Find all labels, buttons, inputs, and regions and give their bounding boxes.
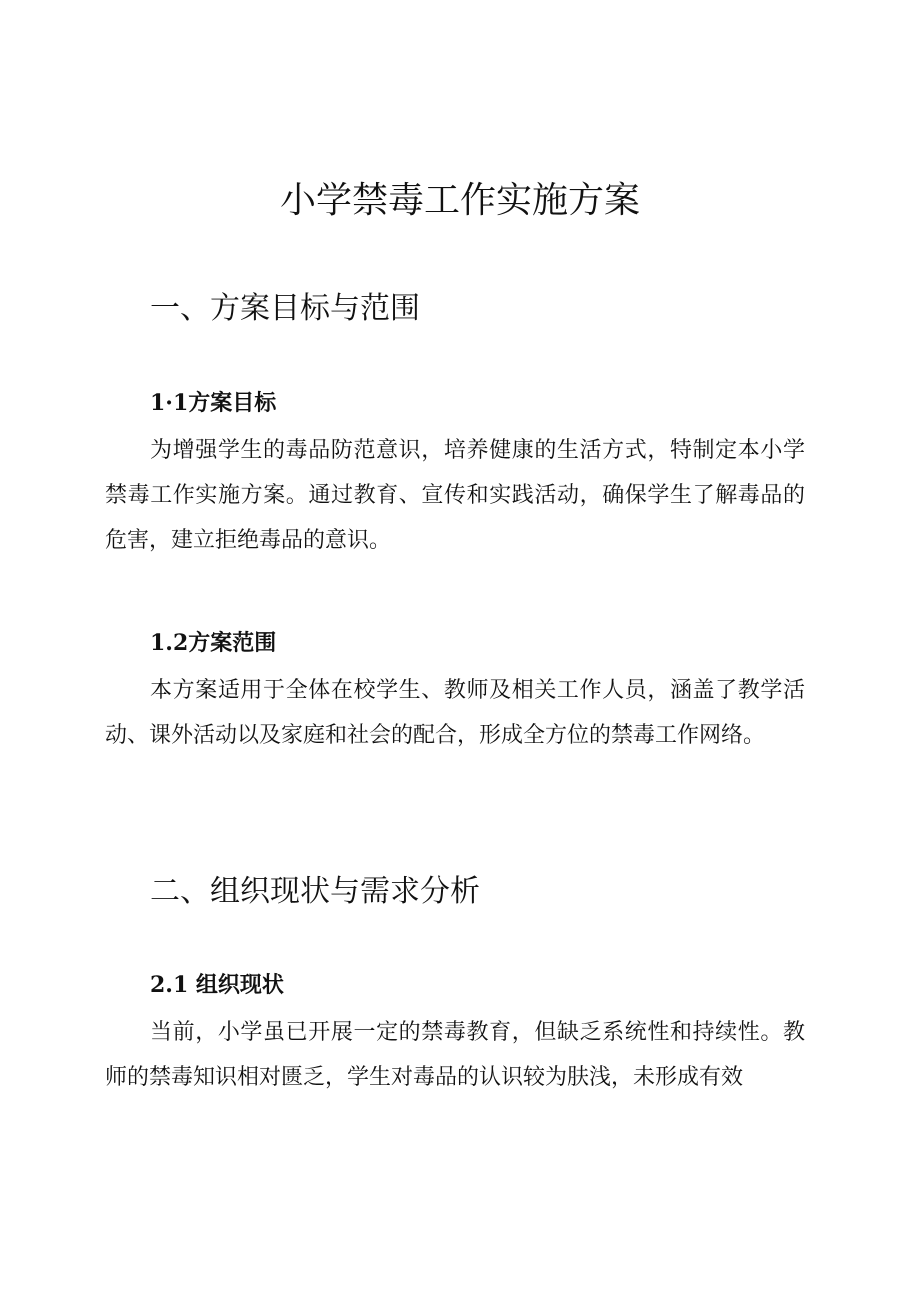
document-title: 小学禁毒工作实施方案	[279, 180, 640, 221]
section-2-heading: 二、组织现状与需求分析	[150, 874, 480, 909]
subsection-2-1-heading: 2.1 组织现状	[150, 972, 284, 998]
subsection-1-1-heading: 1·1方案目标	[150, 390, 277, 416]
subsection-2-1-paragraph: 当前，小学虽已开展一定的禁毒教育，但缺乏系统性和持续性。教师的禁毒知识相对匮乏，学生对毒品的认识较为肤浅，未形成有效	[105, 1020, 805, 1090]
subsection-1-2-heading: 1.2方案范围	[150, 630, 277, 656]
subsection-1-1-paragraph: 为增强学生的毒品防范意识，培养健康的生活方式，特制定本小学禁毒工作实施方案。通过教育、宣传和实践活动，确保学生了解毒品的危害，建立拒绝毒品的意识。	[105, 438, 805, 553]
subsection-1-2-paragraph: 本方案适用于全体在校学生、教师及相关工作人员，涵盖了教学活动、课外活动以及家庭和社会的配合，形成全方位的禁毒工作网络。	[105, 678, 805, 748]
section-1-heading: 一、方案目标与范围	[150, 291, 420, 326]
